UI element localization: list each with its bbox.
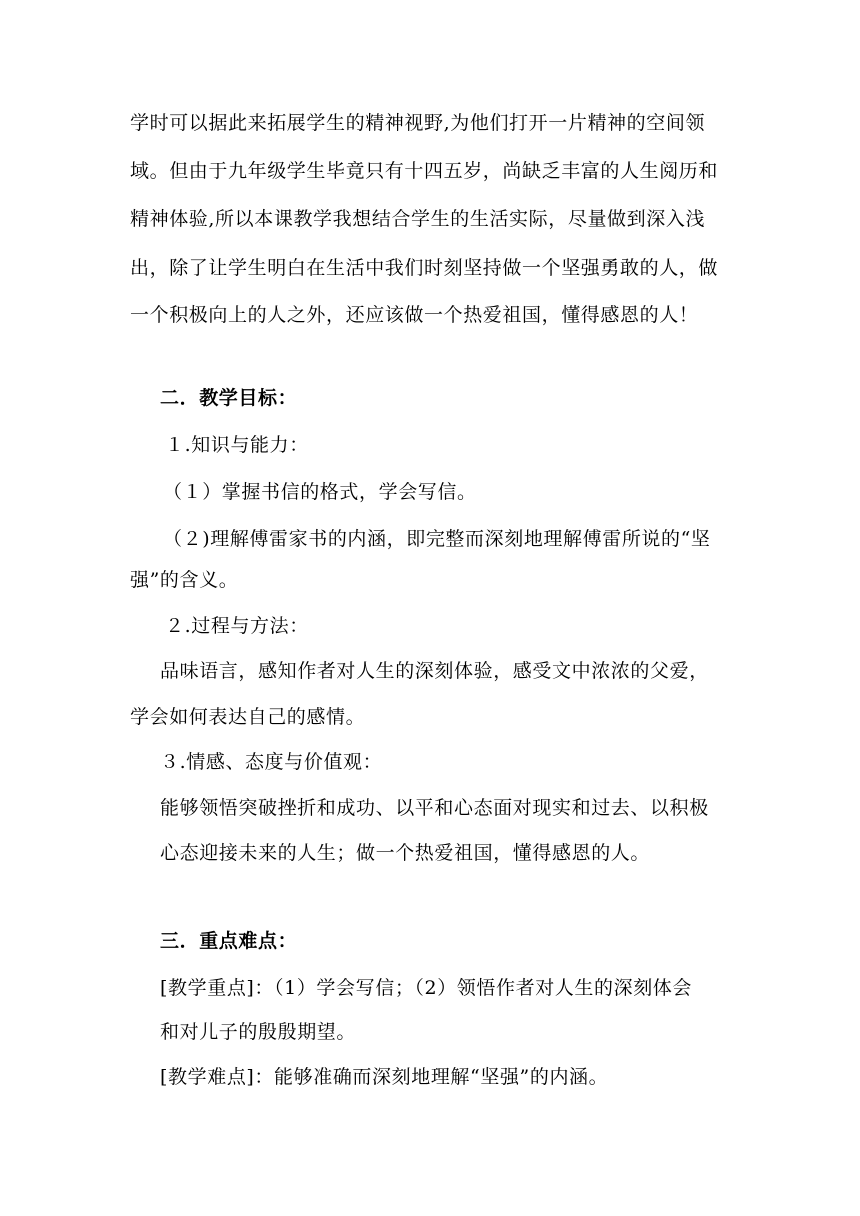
intro-line-3: 精神体验,所以本课教学我想结合学生的生活实际，尽量做到深入浅 bbox=[130, 208, 706, 230]
focus-line-2: 和对儿子的殷殷期望。 bbox=[160, 1021, 357, 1043]
emotion-heading: ３.情感、态度与价值观： bbox=[160, 751, 383, 773]
process-line-1: 品味语言，感知作者对人生的深刻体验，感受文中浓浓的父爱， bbox=[160, 660, 709, 682]
intro-line-4: 出，除了让学生明白在生活中我们时刻坚持做一个坚强勇敢的人，做 bbox=[130, 257, 719, 279]
knowledge-heading: １.知识与能力： bbox=[165, 434, 309, 456]
intro-line-5: 一个积极向上的人之外，还应该做一个热爱祖国，懂得感恩的人！ bbox=[130, 304, 699, 326]
knowledge-item-2-line-1: （２)理解傅雷家书的内涵，即完整而深刻地理解傅雷所说的“坚 bbox=[163, 528, 711, 550]
key-points-heading: 三．重点难点： bbox=[160, 930, 298, 952]
emotion-line-2: 心态迎接未来的人生；做一个热爱祖国，懂得感恩的人。 bbox=[160, 842, 651, 864]
knowledge-item-2-line-2: 强”的含义。 bbox=[130, 569, 239, 591]
intro-line-2: 域。但由于九年级学生毕竟只有十四五岁，尚缺乏丰富的人生阅历和 bbox=[130, 160, 719, 182]
knowledge-item-1: （１）掌握书信的格式，学会写信。 bbox=[163, 481, 477, 503]
difficulty-line: [教学难点]：能够准确而深刻地理解“坚强”的内涵。 bbox=[160, 1066, 609, 1088]
emotion-line-1: 能够领悟突破挫折和成功、以平和心态面对现实和过去、以积极 bbox=[160, 797, 709, 819]
focus-line-1: [教学重点]：（1）学会写信；（2）领悟作者对人生的深刻体会 bbox=[160, 977, 693, 999]
intro-line-1: 学时可以据此来拓展学生的精神视野,为他们打开一片精神的空间领 bbox=[130, 112, 706, 134]
process-line-2: 学会如何表达自己的感情。 bbox=[130, 706, 366, 728]
process-heading: ２.过程与方法： bbox=[165, 615, 309, 637]
objectives-heading: 二．教学目标： bbox=[160, 387, 298, 409]
